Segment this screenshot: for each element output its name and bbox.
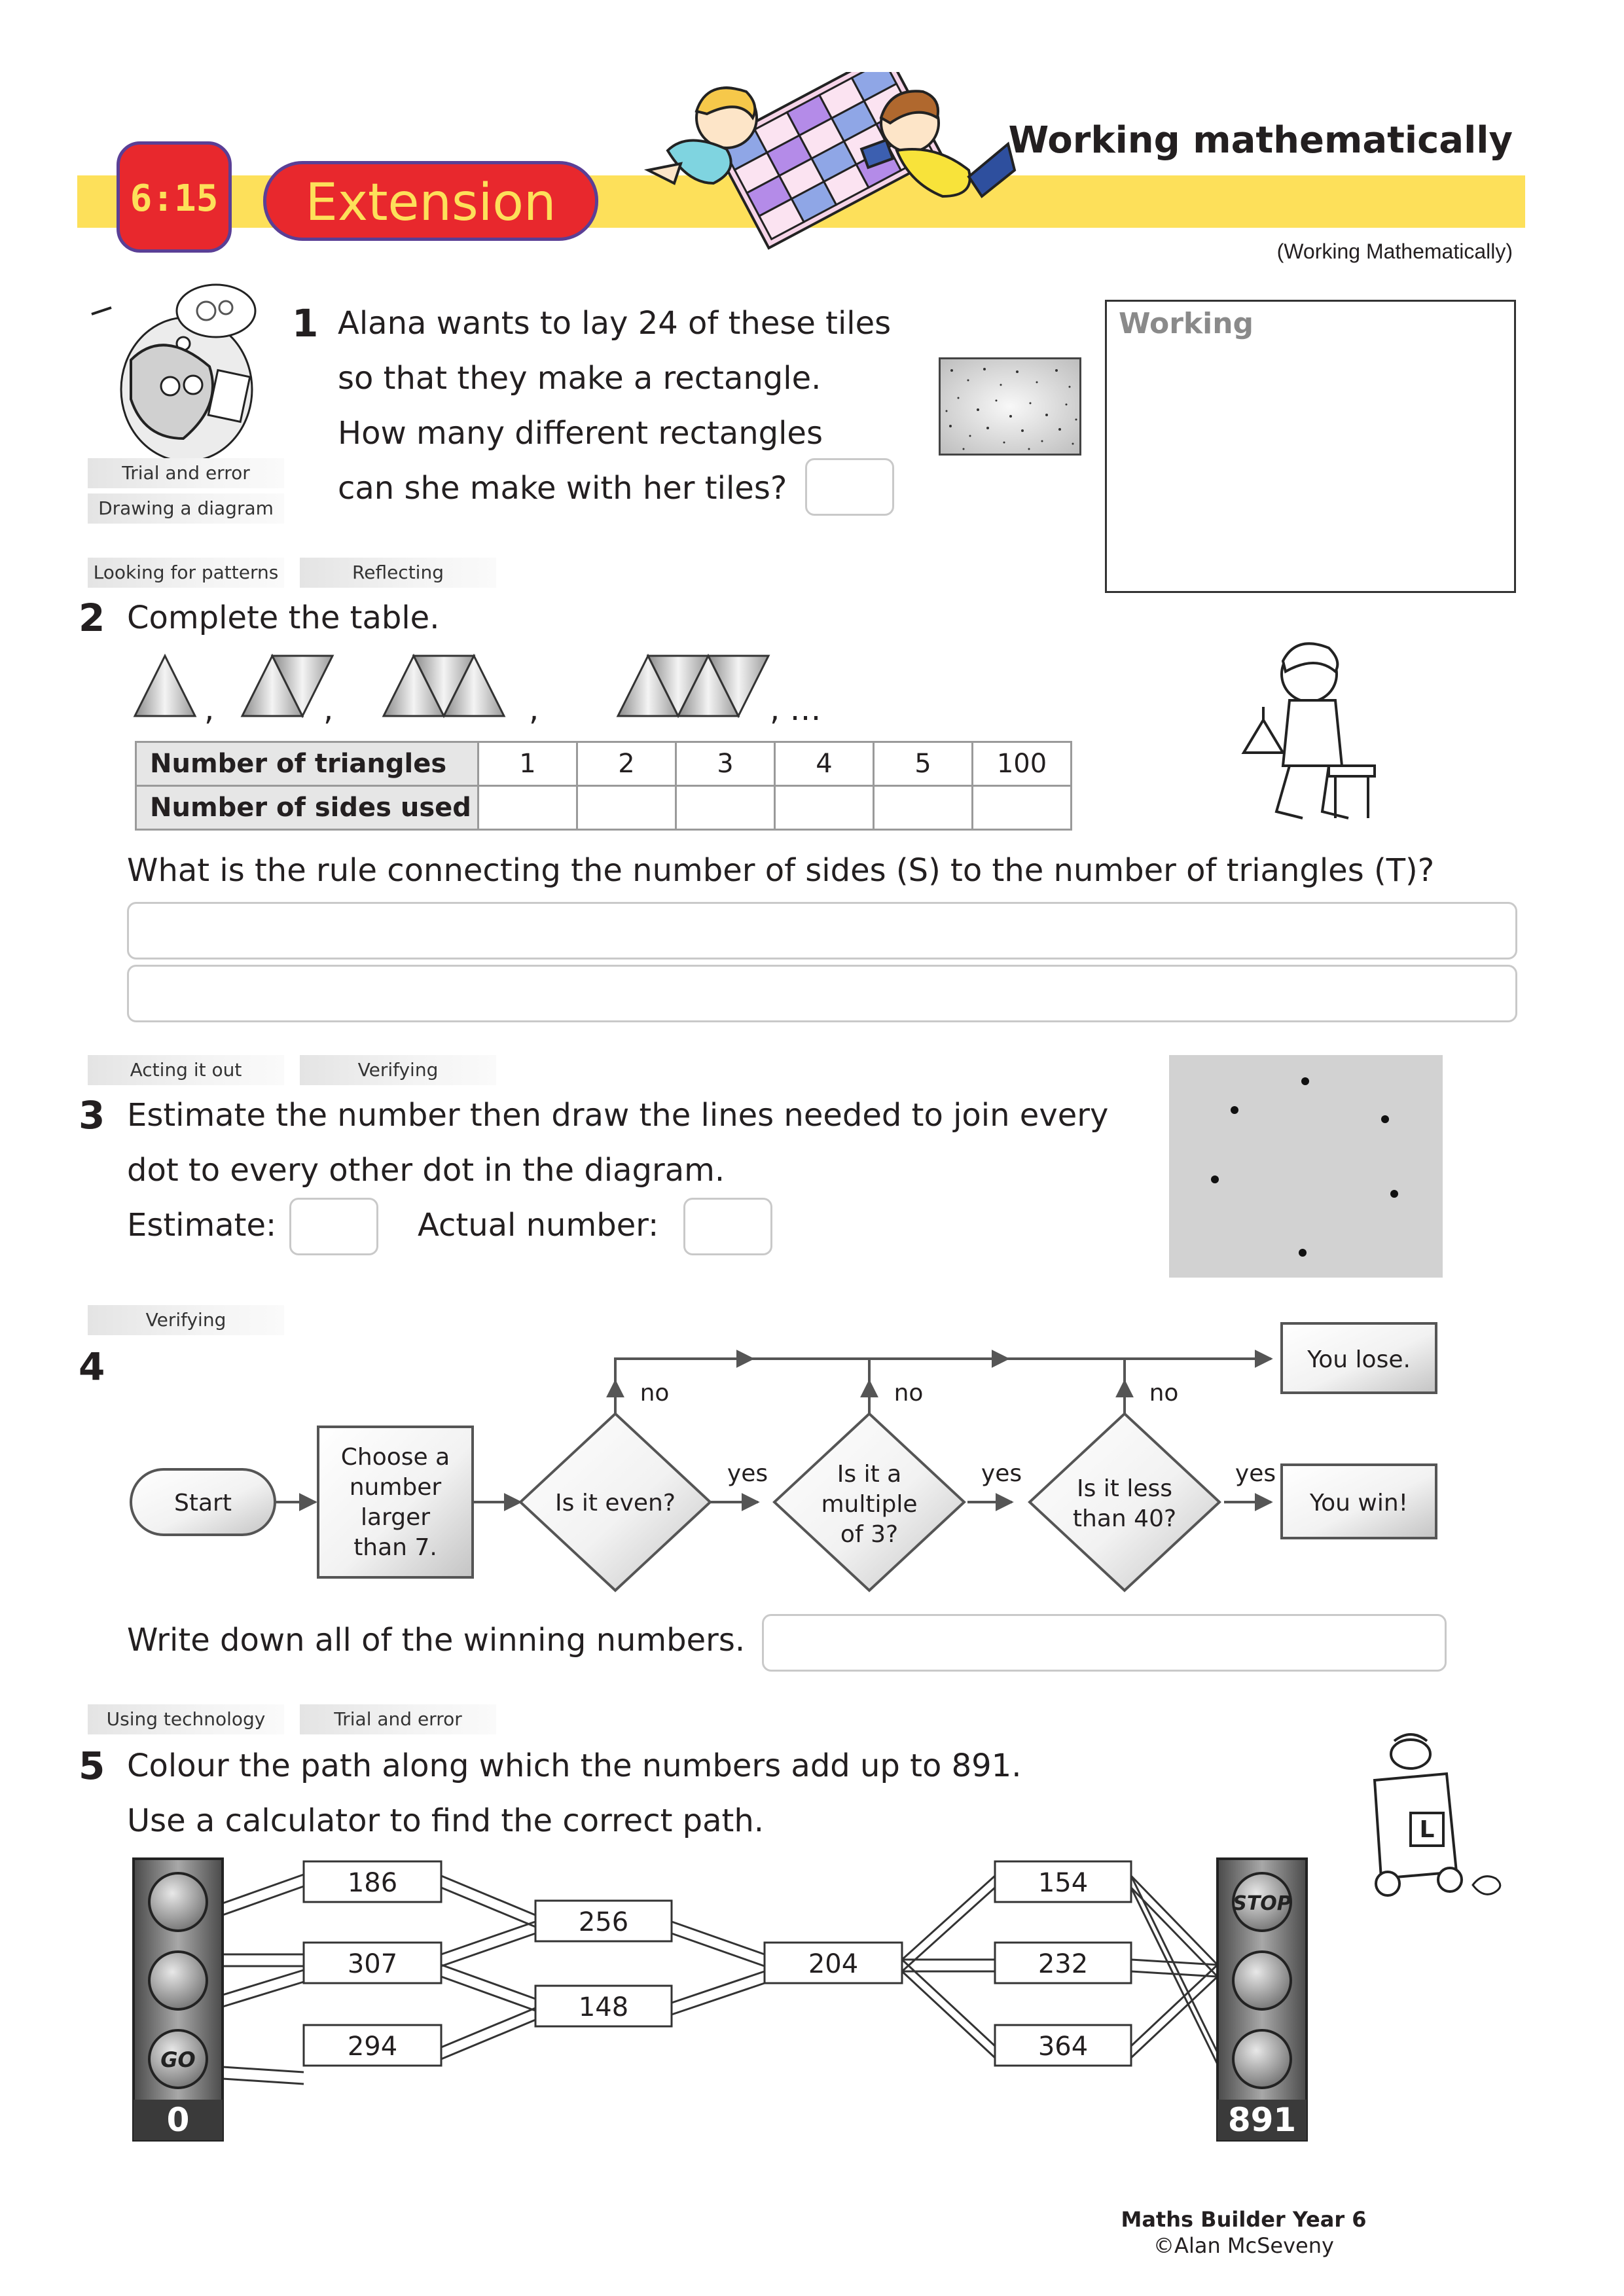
strategy-tag: Trial and error (300, 1704, 496, 1734)
strategy-tag: Reflecting (300, 558, 496, 588)
triangles-table (135, 741, 1072, 831)
answer-line[interactable] (127, 902, 1517, 960)
path-number[interactable]: 294 (347, 2032, 398, 2062)
strategy-tag: Acting it out (88, 1055, 284, 1085)
go-label: GO (160, 2047, 196, 2072)
answer-box[interactable] (805, 458, 894, 516)
separator: , (323, 691, 334, 728)
strategy-tag: Drawing a diagram (88, 493, 284, 524)
section-number: 6:15 (130, 177, 219, 220)
answer-line[interactable] (127, 965, 1517, 1022)
table-row (136, 786, 1072, 830)
strategy-tag: Trial and error (88, 458, 284, 488)
choose-label: than 7. (353, 1534, 437, 1561)
question-text: dot to every other dot in the diagram. (127, 1152, 725, 1189)
path-number[interactable]: 204 (808, 1949, 859, 1979)
strategy-tag: Verifying (300, 1055, 496, 1085)
question-number: 5 (79, 1744, 105, 1788)
separator: , (204, 691, 215, 728)
separator: , … (770, 691, 821, 728)
speckled-tile (939, 357, 1081, 456)
winning-numbers-prompt: Write down all of the winning numbers. (127, 1622, 746, 1659)
section-title: Extension (305, 173, 556, 232)
end-value: 891 (1227, 2101, 1297, 2139)
question-text: can she make with her tiles? (338, 470, 787, 507)
path-number[interactable]: 307 (347, 1949, 398, 1979)
subtopic: (Working Mathematically) (1276, 240, 1513, 263)
table-cell: 4 (775, 742, 874, 786)
answer-cell[interactable] (577, 786, 676, 830)
yes-label: yes (981, 1460, 1022, 1487)
choose-label: number (349, 1474, 442, 1501)
kids-tiling-illustration (628, 72, 1021, 275)
decision-mult3-label: of 3? (840, 1521, 899, 1548)
question-text: Colour the path along which the numbers add up to 891. (127, 1748, 1022, 1784)
question-text: Use a calculator to find the correct path. (127, 1803, 765, 1839)
separator: , (529, 691, 539, 728)
question-number: 2 (79, 596, 105, 640)
section-number-badge (117, 141, 232, 253)
answer-cell[interactable] (874, 786, 973, 830)
number-path-puzzle (131, 1856, 1309, 2144)
topic-title: Working mathematically (1008, 119, 1513, 162)
yes-label: yes (727, 1460, 768, 1487)
question-text: Alana wants to lay 24 of these tiles (338, 305, 892, 342)
start-label: Start (174, 1490, 232, 1516)
no-label: no (1149, 1380, 1179, 1407)
row-header: Number of sides used (136, 786, 478, 830)
thinking-character-illustration (85, 275, 275, 465)
question-text: How many different rectangles (338, 415, 823, 452)
dot-diagram[interactable] (1169, 1055, 1443, 1278)
table-cell: 1 (478, 742, 577, 786)
no-label: no (893, 1380, 924, 1407)
question-number: 3 (79, 1093, 105, 1138)
path-number[interactable]: 186 (347, 1868, 398, 1898)
table-cell: 100 (973, 742, 1072, 786)
row-header: Number of triangles (136, 742, 478, 786)
answer-cell[interactable] (676, 786, 775, 830)
footer-copyright: ©Alan McSeveny (1153, 2233, 1334, 2258)
section-title-badge (263, 161, 598, 241)
decision-less-than-40 (1030, 1414, 1219, 1590)
answer-cell[interactable] (775, 786, 874, 830)
choose-label: larger (360, 1504, 431, 1531)
question-text: so that they make a rectangle. (338, 360, 821, 397)
strategy-tag: Looking for patterns (88, 558, 284, 588)
working-label: Working (1119, 307, 1254, 340)
win-label: You win! (1309, 1490, 1409, 1516)
choose-label: Choose a (340, 1444, 450, 1471)
learner-driver-illustration (1342, 1715, 1512, 1911)
footer-title: Maths Builder Year 6 (1121, 2207, 1367, 2232)
table-cell: 2 (577, 742, 676, 786)
answer-cell[interactable] (973, 786, 1072, 830)
rule-question: What is the rule connecting the number of sides (S) to the number of triangles (T)? (127, 852, 1435, 889)
decision-mult3-label: multiple (821, 1491, 918, 1518)
working-box[interactable] (1105, 300, 1516, 593)
path-number[interactable]: 256 (578, 1907, 629, 1937)
strategy-tag: Verifying (88, 1305, 284, 1335)
no-label: no (640, 1380, 670, 1407)
table-row (136, 742, 1072, 786)
decision-lt40-label: Is it less (1076, 1475, 1173, 1502)
estimate-box[interactable] (289, 1198, 378, 1255)
estimate-label: Estimate: (127, 1207, 277, 1244)
answer-cell[interactable] (478, 786, 577, 830)
actual-label: Actual number: (418, 1207, 659, 1244)
question-number: 4 (79, 1344, 105, 1389)
strategy-tag: Using technology (88, 1704, 284, 1734)
decision-mult3-label: Is it a (837, 1461, 902, 1488)
lose-label: You lose. (1307, 1346, 1411, 1373)
question-number: 1 (292, 301, 319, 346)
path-number[interactable]: 148 (578, 1992, 629, 2022)
question-text: Complete the table. (127, 600, 440, 636)
path-number[interactable]: 154 (1038, 1868, 1089, 1898)
yes-label: yes (1235, 1460, 1276, 1487)
actual-number-box[interactable] (683, 1198, 772, 1255)
decision-lt40-label: than 40? (1072, 1505, 1177, 1532)
stop-label: STOP (1233, 1892, 1291, 1915)
table-cell: 3 (676, 742, 775, 786)
start-value: 0 (166, 2101, 190, 2139)
triangle-sequence (131, 651, 864, 729)
path-number[interactable]: 364 (1038, 2032, 1089, 2062)
svg-text:L: L (1419, 1816, 1435, 1843)
boy-with-triangle-illustration (1231, 635, 1401, 831)
path-number[interactable]: 232 (1038, 1949, 1089, 1979)
winning-numbers-box[interactable] (762, 1614, 1447, 1672)
decision-even-label: Is it even? (555, 1490, 676, 1516)
question-text: Estimate the number then draw the lines needed to join every (127, 1097, 1109, 1134)
flowchart (124, 1316, 1453, 1604)
table-cell: 5 (874, 742, 973, 786)
